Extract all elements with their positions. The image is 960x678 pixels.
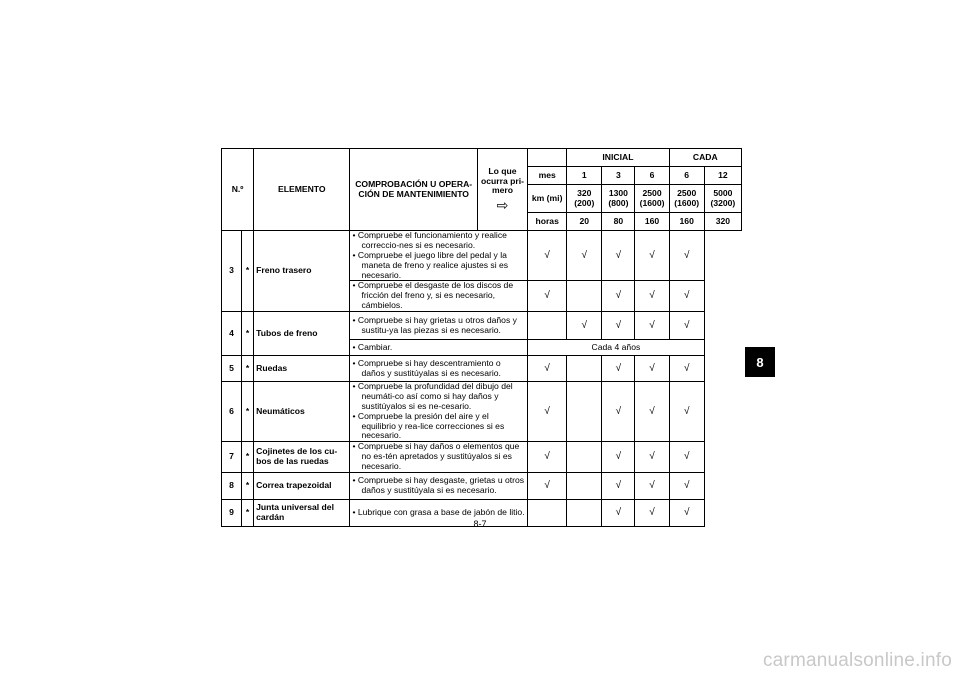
star-mark: * — [242, 472, 254, 499]
check-text — [350, 281, 528, 312]
month-1: 1 — [567, 167, 602, 185]
km-5: 5000 (3200) — [704, 185, 741, 213]
header-element: ELEMENTO — [254, 149, 350, 231]
empty-cell — [528, 312, 567, 340]
table-row — [222, 356, 742, 382]
check-mark: √ — [602, 281, 635, 312]
header-no: N.º — [222, 149, 254, 231]
table-row — [222, 472, 742, 499]
arrow-right-icon: ⇨ — [496, 197, 509, 214]
check-mark: √ — [669, 499, 704, 526]
header-first-label: Lo que ocurra pri-mero — [481, 165, 524, 196]
km-2: 1300 (800) — [602, 185, 635, 213]
check-mark: √ — [602, 382, 635, 442]
check-mark: √ — [528, 382, 567, 442]
row-number: 7 — [222, 442, 242, 473]
list-item: • Compruebe el desgaste de los discos de fricción del freno y, si es necesario, cámbielos. — [352, 280, 514, 311]
check-text — [350, 472, 528, 499]
month-label: mes — [528, 167, 567, 185]
check-mark: √ — [669, 281, 704, 312]
element-name: Tubos de freno — [254, 312, 350, 356]
list-item: • Compruebe la profundidad del dibujo del neumáti-co así como si hay daños y sustitúyalos si es ne-cesario. — [352, 381, 513, 411]
star-mark: * — [242, 312, 254, 356]
check-text — [350, 340, 528, 356]
check-mark: √ — [635, 472, 669, 499]
empty-cell — [567, 356, 602, 382]
empty-cell — [567, 442, 602, 473]
check-mark: √ — [635, 442, 669, 473]
month-5: 12 — [704, 167, 741, 185]
check-mark: √ — [635, 499, 669, 526]
check-mark: √ — [635, 356, 669, 382]
check-text — [350, 312, 528, 340]
check-mark: √ — [528, 442, 567, 473]
header-blank — [528, 149, 567, 167]
check-mark: √ — [669, 356, 704, 382]
month-3: 6 — [635, 167, 669, 185]
month-4: 6 — [669, 167, 704, 185]
replace-interval: Cada 4 años — [528, 340, 705, 356]
row-number: 3 — [222, 231, 242, 312]
check-mark: √ — [602, 472, 635, 499]
km-label: km (mi) — [528, 185, 567, 213]
element-name: Junta universal del cardán — [254, 499, 350, 526]
list-item: • Compruebe si hay grietas u otros daños y sustitu-ya las piezas si es necesario. — [352, 314, 517, 335]
check-mark: √ — [567, 312, 602, 340]
check-text — [350, 356, 528, 382]
check-mark: √ — [669, 442, 704, 473]
list-item: • Compruebe el funcionamiento y realice correccio-nes si es necesario. — [352, 230, 507, 250]
row-number: 4 — [222, 312, 242, 356]
list-item: • Cambiar. — [352, 341, 393, 352]
row-number: 5 — [222, 356, 242, 382]
table-row — [222, 442, 742, 473]
hours-2: 80 — [602, 213, 635, 231]
check-text — [350, 442, 528, 473]
check-mark: √ — [669, 382, 704, 442]
element-name: Ruedas — [254, 356, 350, 382]
list-item: • Compruebe si hay daños o elementos que no es-tén apretados y sustitúyalos si es necesario. — [352, 441, 520, 471]
hours-1: 20 — [567, 213, 602, 231]
km-1: 320 (200) — [567, 185, 602, 213]
hours-label: horas — [528, 213, 567, 231]
month-2: 3 — [602, 167, 635, 185]
check-mark: √ — [669, 231, 704, 281]
maintenance-table — [221, 148, 742, 527]
empty-cell — [567, 382, 602, 442]
watermark: carmanualsonline.info — [762, 650, 952, 671]
empty-cell — [567, 281, 602, 312]
star-mark: * — [242, 499, 254, 526]
header-every: CADA — [669, 149, 741, 167]
check-mark: √ — [635, 312, 669, 340]
check-mark: √ — [602, 231, 635, 281]
check-text — [350, 382, 528, 442]
star-mark: * — [242, 356, 254, 382]
check-mark: √ — [669, 312, 704, 340]
check-mark: √ — [635, 231, 669, 281]
star-mark: * — [242, 442, 254, 473]
km-3: 2500 (1600) — [635, 185, 669, 213]
element-name: Freno trasero — [254, 231, 350, 312]
check-mark: √ — [602, 442, 635, 473]
km-4: 2500 (1600) — [669, 185, 704, 213]
list-item: • Compruebe el juego libre del pedal y la maneta de freno y realice ajustes si es necesario. — [352, 249, 509, 280]
star-mark: * — [242, 231, 254, 312]
check-mark: √ — [528, 356, 567, 382]
empty-cell — [567, 472, 602, 499]
header-check: COMPROBACIÓN U OPERA-CIÓN DE MANTENIMIENTO — [350, 149, 477, 231]
list-item: • Compruebe si hay descentramiento o daños y sustitúyalas si es necesario. — [352, 357, 501, 378]
row-number: 8 — [222, 472, 242, 499]
hours-3: 160 — [635, 213, 669, 231]
check-mark: √ — [528, 231, 567, 281]
check-mark: √ — [528, 281, 567, 312]
page-number: 8-7 — [473, 519, 487, 529]
row-number: 6 — [222, 382, 242, 442]
list-item: • Compruebe la presión del aire y el equilibrio y rea-lice correcciones si es necesario. — [352, 410, 505, 441]
header-initial: INICIAL — [567, 149, 669, 167]
check-mark: √ — [635, 382, 669, 442]
check-text — [350, 231, 528, 281]
check-mark: √ — [528, 472, 567, 499]
section-tab: 8 — [745, 347, 775, 377]
check-mark: √ — [602, 356, 635, 382]
element-name: Correa trapezoidal — [254, 472, 350, 499]
element-name: Neumáticos — [254, 382, 350, 442]
check-mark: √ — [669, 472, 704, 499]
table-row — [222, 231, 742, 281]
header-first — [477, 149, 527, 231]
check-mark: √ — [567, 231, 602, 281]
list-item: • Compruebe si hay desgaste, grietas u otros daños y sustitúyala si es necesario. — [352, 475, 525, 495]
row-number: 9 — [222, 499, 242, 526]
check-mark: √ — [602, 499, 635, 526]
list-item: • Lubrique con grasa a base de jabón de litio. — [352, 506, 525, 517]
star-mark: * — [242, 382, 254, 442]
table-row — [222, 312, 742, 340]
hours-4: 160 — [669, 213, 704, 231]
check-mark: √ — [602, 312, 635, 340]
check-mark: √ — [635, 281, 669, 312]
table-row — [222, 382, 742, 442]
hours-5: 320 — [704, 213, 741, 231]
element-name: Cojinetes de los cu-bos de las ruedas — [254, 442, 350, 473]
